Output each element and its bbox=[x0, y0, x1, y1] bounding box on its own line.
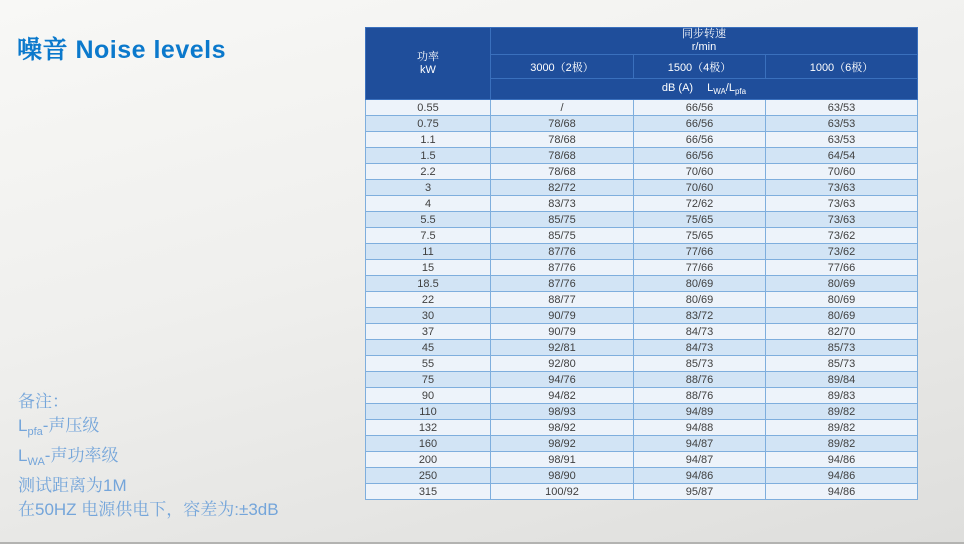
power-cell: 1.1 bbox=[366, 132, 491, 148]
noise-value-cell: 77/66 bbox=[634, 260, 766, 276]
sync-speed-line2: r/min bbox=[691, 41, 717, 53]
noise-value-cell: 80/69 bbox=[766, 276, 918, 292]
noise-value-cell: 94/86 bbox=[766, 468, 918, 484]
unit-lpfa-sub: pfa bbox=[734, 87, 747, 96]
note-lwa-sub: WA bbox=[27, 456, 45, 468]
noise-value-cell: 66/56 bbox=[634, 100, 766, 116]
noise-value-cell: 98/92 bbox=[491, 436, 634, 452]
noise-value-cell: 75/65 bbox=[634, 212, 766, 228]
table-row bbox=[366, 276, 918, 292]
table-row bbox=[366, 164, 918, 180]
noise-value-cell: 94/86 bbox=[634, 468, 766, 484]
noise-value-cell: 63/53 bbox=[766, 116, 918, 132]
noise-value-cell: 64/54 bbox=[766, 148, 918, 164]
note-lpfa-prefix: L bbox=[18, 416, 28, 435]
noise-value-cell: 89/84 bbox=[766, 372, 918, 388]
notes-heading: 备注： bbox=[18, 392, 69, 411]
table-row bbox=[366, 260, 918, 276]
note-lpfa-rest: -声压级 bbox=[42, 416, 100, 435]
power-cell: 37 bbox=[366, 324, 491, 340]
noise-value-cell: 98/92 bbox=[491, 420, 634, 436]
noise-value-cell: 94/87 bbox=[634, 452, 766, 468]
note-lwa bbox=[18, 444, 279, 474]
table-row bbox=[366, 356, 918, 372]
noise-value-cell: 89/82 bbox=[766, 420, 918, 436]
power-cell: 4 bbox=[366, 196, 491, 212]
power-header-line1: 功率 bbox=[417, 50, 439, 63]
noise-value-cell: 98/91 bbox=[491, 452, 634, 468]
power-cell: 22 bbox=[366, 292, 491, 308]
table-row bbox=[366, 132, 918, 148]
table-row bbox=[366, 452, 918, 468]
noise-value-cell: 94/86 bbox=[766, 452, 918, 468]
noise-value-cell: 80/69 bbox=[766, 308, 918, 324]
power-cell: 7.5 bbox=[366, 228, 491, 244]
noise-value-cell: 80/69 bbox=[634, 276, 766, 292]
noise-value-cell: 90/79 bbox=[491, 308, 634, 324]
power-cell: 2.2 bbox=[366, 164, 491, 180]
noise-value-cell: 83/72 bbox=[634, 308, 766, 324]
table-row bbox=[366, 180, 918, 196]
noise-value-cell: 89/83 bbox=[766, 388, 918, 404]
table-row bbox=[366, 292, 918, 308]
table-row bbox=[366, 212, 918, 228]
noise-value-cell: 94/88 bbox=[634, 420, 766, 436]
noise-value-cell: 85/73 bbox=[634, 356, 766, 372]
noise-value-cell: 94/82 bbox=[491, 388, 634, 404]
table-row bbox=[366, 388, 918, 404]
noise-value-cell: 92/81 bbox=[491, 340, 634, 356]
noise-value-cell: 78/68 bbox=[491, 164, 634, 180]
noise-value-cell: 85/73 bbox=[766, 340, 918, 356]
noise-value-cell: 75/65 bbox=[634, 228, 766, 244]
note-lwa-prefix: L bbox=[18, 446, 28, 465]
power-cell: 5.5 bbox=[366, 212, 491, 228]
noise-value-cell: 77/66 bbox=[766, 260, 918, 276]
table-row bbox=[366, 436, 918, 452]
noise-value-cell: 72/62 bbox=[634, 196, 766, 212]
noise-value-cell: 80/69 bbox=[766, 292, 918, 308]
note-lpfa bbox=[18, 414, 279, 444]
noise-value-cell: 95/87 bbox=[634, 484, 766, 500]
noise-value-cell: 90/79 bbox=[491, 324, 634, 340]
unit-db-label: dB (A) bbox=[661, 82, 694, 94]
note-lwa-rest: -声功率级 bbox=[44, 446, 119, 465]
sync-speed-line1: 同步转速 bbox=[682, 28, 726, 40]
noise-value-cell: 82/72 bbox=[491, 180, 634, 196]
table-row bbox=[366, 228, 918, 244]
table-row bbox=[366, 404, 918, 420]
noise-value-cell: 98/93 bbox=[491, 404, 634, 420]
noise-value-cell: 73/62 bbox=[766, 244, 918, 260]
noise-value-cell: 88/77 bbox=[491, 292, 634, 308]
page-title: 噪音 Noise levels bbox=[17, 36, 226, 64]
table-row bbox=[366, 100, 918, 116]
noise-table-body bbox=[366, 100, 918, 500]
table-header bbox=[366, 28, 918, 100]
power-cell: 11 bbox=[366, 244, 491, 260]
unit-lwa-label: L bbox=[707, 82, 714, 94]
noise-value-cell: 85/75 bbox=[491, 212, 634, 228]
noise-value-cell: 77/66 bbox=[634, 244, 766, 260]
column-header-1500-4pole: 1500（4极） bbox=[634, 55, 766, 79]
noise-value-cell: 66/56 bbox=[634, 132, 766, 148]
noise-value-cell: 84/73 bbox=[634, 324, 766, 340]
table-row bbox=[366, 372, 918, 388]
noise-value-cell: 78/68 bbox=[491, 116, 634, 132]
table-row bbox=[366, 244, 918, 260]
noise-value-cell: 63/53 bbox=[766, 132, 918, 148]
noise-value-cell: 66/56 bbox=[634, 116, 766, 132]
noise-value-cell: 73/63 bbox=[766, 212, 918, 228]
power-cell: 30 bbox=[366, 308, 491, 324]
table-row bbox=[366, 468, 918, 484]
power-cell: 250 bbox=[366, 468, 491, 484]
noise-value-cell: 88/76 bbox=[634, 372, 766, 388]
power-cell: 18.5 bbox=[366, 276, 491, 292]
table-row bbox=[366, 148, 918, 164]
noise-value-cell: 85/75 bbox=[491, 228, 634, 244]
power-cell: 160 bbox=[366, 436, 491, 452]
noise-value-cell: 94/87 bbox=[634, 436, 766, 452]
noise-value-cell: 87/76 bbox=[491, 260, 634, 276]
table-row bbox=[366, 324, 918, 340]
power-column-header bbox=[366, 28, 491, 100]
power-cell: 45 bbox=[366, 340, 491, 356]
noise-levels-table bbox=[365, 27, 918, 500]
noise-value-cell: 73/62 bbox=[766, 228, 918, 244]
noise-value-cell: 70/60 bbox=[634, 164, 766, 180]
unit-lpfa-label: /L bbox=[725, 82, 735, 94]
table-row bbox=[366, 420, 918, 436]
unit-header bbox=[491, 79, 918, 100]
power-cell: 315 bbox=[366, 484, 491, 500]
sync-speed-header bbox=[491, 28, 918, 55]
notes-block bbox=[18, 390, 279, 522]
noise-value-cell: 78/68 bbox=[491, 132, 634, 148]
noise-value-cell: 66/56 bbox=[634, 148, 766, 164]
noise-value-cell: 85/73 bbox=[766, 356, 918, 372]
table-row bbox=[366, 116, 918, 132]
noise-value-cell: 88/76 bbox=[634, 388, 766, 404]
note-lpfa-sub: pfa bbox=[27, 426, 43, 438]
noise-value-cell: 98/90 bbox=[491, 468, 634, 484]
power-cell: 200 bbox=[366, 452, 491, 468]
noise-value-cell: 70/60 bbox=[766, 164, 918, 180]
power-cell: 132 bbox=[366, 420, 491, 436]
noise-value-cell: 87/76 bbox=[491, 244, 634, 260]
noise-value-cell: 82/70 bbox=[766, 324, 918, 340]
power-header-line2: kW bbox=[420, 63, 436, 76]
table-row bbox=[366, 308, 918, 324]
noise-value-cell: 89/82 bbox=[766, 404, 918, 420]
power-cell: 0.75 bbox=[366, 116, 491, 132]
table-row bbox=[366, 340, 918, 356]
noise-value-cell: 80/69 bbox=[634, 292, 766, 308]
noise-value-cell: 83/73 bbox=[491, 196, 634, 212]
power-cell: 0.55 bbox=[366, 100, 491, 116]
note-test-distance: 测试距离为1M bbox=[18, 476, 127, 495]
noise-value-cell: / bbox=[491, 100, 634, 116]
column-header-1000-6pole: 1000（6极） bbox=[766, 55, 918, 79]
noise-value-cell: 70/60 bbox=[634, 180, 766, 196]
noise-value-cell: 87/76 bbox=[491, 276, 634, 292]
power-cell: 110 bbox=[366, 404, 491, 420]
power-cell: 15 bbox=[366, 260, 491, 276]
unit-lwa-sub: WA bbox=[713, 87, 726, 96]
noise-value-cell: 100/92 bbox=[491, 484, 634, 500]
noise-value-cell: 92/80 bbox=[491, 356, 634, 372]
noise-value-cell: 73/63 bbox=[766, 180, 918, 196]
noise-value-cell: 63/53 bbox=[766, 100, 918, 116]
power-cell: 75 bbox=[366, 372, 491, 388]
power-cell: 55 bbox=[366, 356, 491, 372]
power-cell: 90 bbox=[366, 388, 491, 404]
noise-value-cell: 73/63 bbox=[766, 196, 918, 212]
power-cell: 3 bbox=[366, 180, 491, 196]
noise-value-cell: 78/68 bbox=[491, 148, 634, 164]
noise-value-cell: 94/86 bbox=[766, 484, 918, 500]
noise-value-cell: 94/89 bbox=[634, 404, 766, 420]
table-row bbox=[366, 484, 918, 500]
noise-value-cell: 94/76 bbox=[491, 372, 634, 388]
column-header-3000-2pole: 3000（2极） bbox=[491, 55, 634, 79]
power-cell: 1.5 bbox=[366, 148, 491, 164]
noise-value-cell: 84/73 bbox=[634, 340, 766, 356]
noise-value-cell: 89/82 bbox=[766, 436, 918, 452]
header-row-speed bbox=[366, 28, 918, 55]
table-row bbox=[366, 196, 918, 212]
note-tolerance: 在50HZ 电源供电下，容差为:±3dB bbox=[18, 500, 279, 519]
